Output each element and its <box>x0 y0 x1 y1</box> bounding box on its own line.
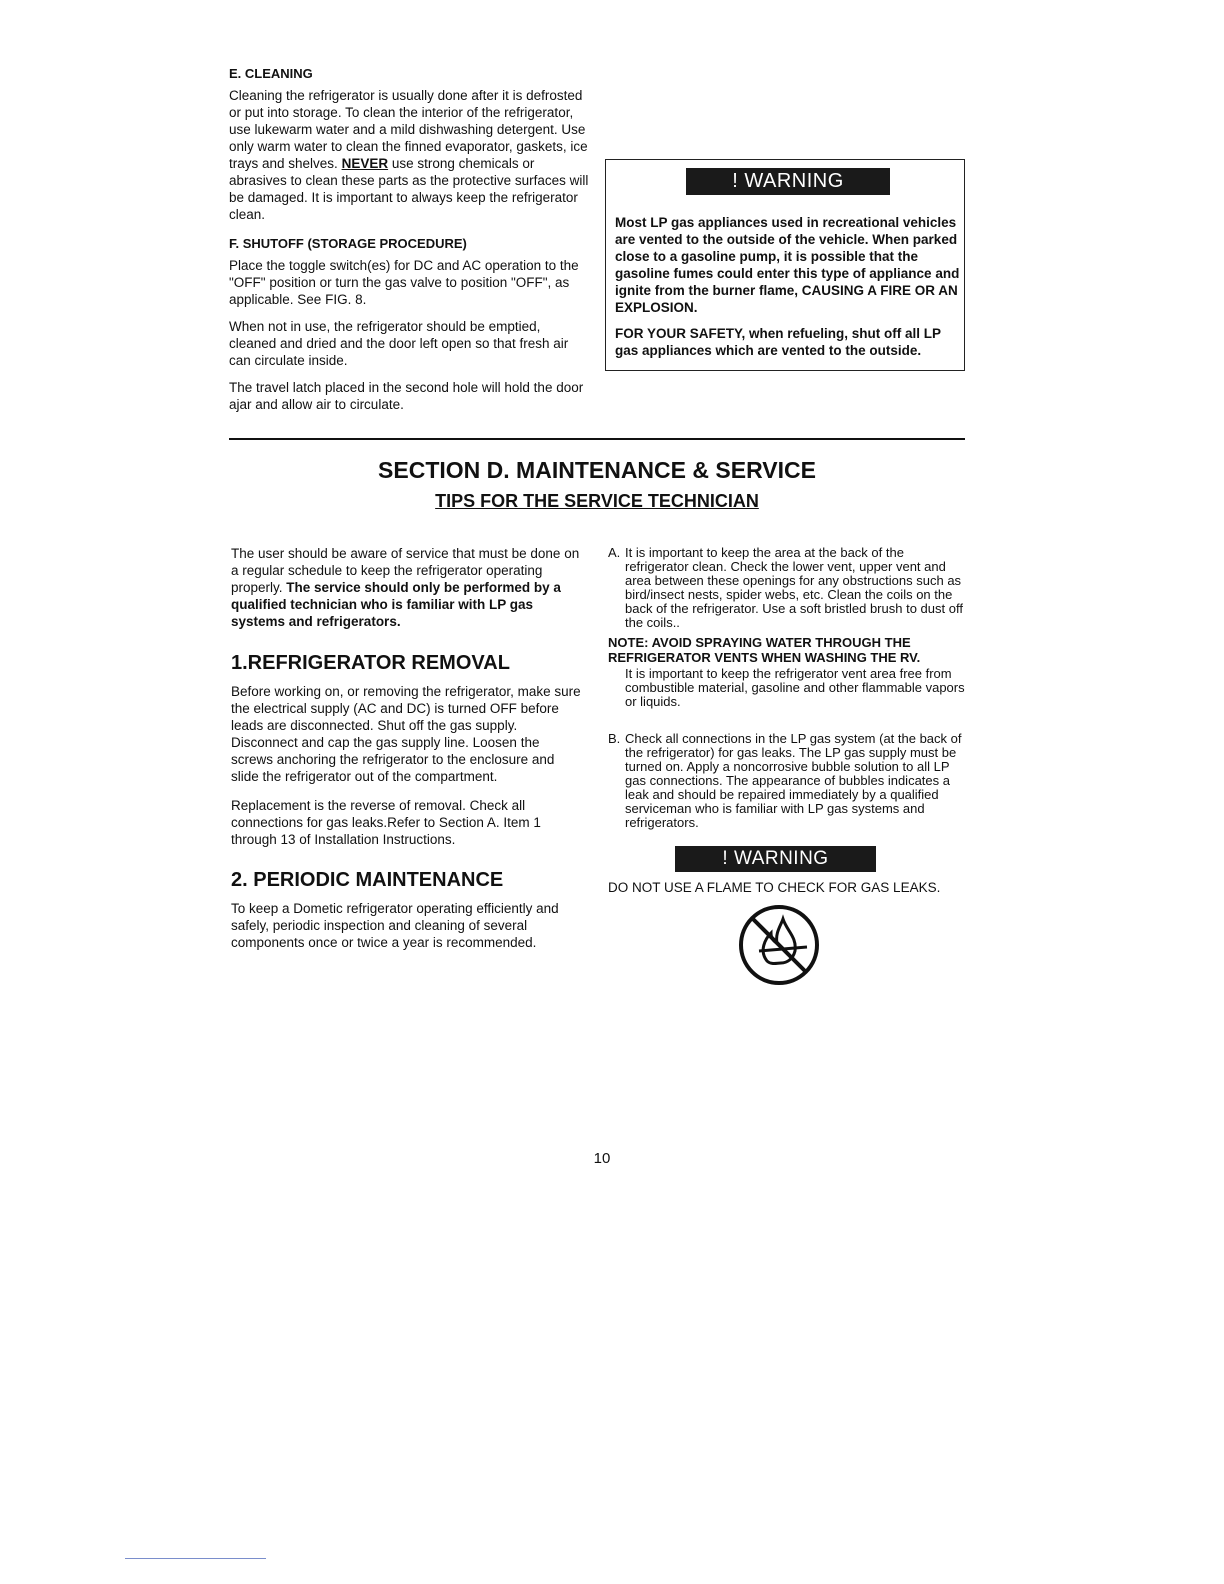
never-emphasis: NEVER <box>341 156 389 171</box>
shutoff-p1: Place the toggle switch(es) for DC and AC operation to the "OFF" position or turn the gas valve to position "OFF", as applicable. See FIG. 8. <box>229 258 579 307</box>
cleaning-text-part2: use strong chemicals or abrasives to clean these parts as the protective surfaces will be damaged. It is important to always keep the refrigerator clean. <box>229 156 589 222</box>
periodic-heading: 2. PERIODIC MAINTENANCE <box>231 869 504 891</box>
item-b-text: Check all connections in the LP gas system (at the back of the refrigerator) for gas leaks. The LP gas supply must be turned on. Apply a noncorrosive bubble solution to all LP gas connections. The appearance of bubbles indicates a leak and should be repaired immediately by a qualified serviceman who is familiar with LP gas systems and refrigerators. <box>625 731 962 830</box>
warning-label-2: ! WARNING <box>675 846 876 872</box>
item-b <box>608 732 970 830</box>
periodic-p1: To keep a Dometic refrigerator operating efficiently and safely, periodic inspection and cleaning of several components once or twice a year is recommended. <box>231 901 559 950</box>
item-a-after: It is important to keep the refrigerator vent area free from combustible material, gasoline and other flammable vapors or liquids. <box>625 666 965 709</box>
shutoff-p2: When not in use, the refrigerator should be emptied, cleaned and dried and the door left open so that fresh air can circulate inside. <box>229 319 569 368</box>
item-a <box>608 546 970 709</box>
section-subtitle: TIPS FOR THE SERVICE TECHNICIAN <box>435 491 759 511</box>
warning-2-text: DO NOT USE A FLAME TO CHECK FOR GAS LEAKS. <box>608 880 941 895</box>
warning-box <box>605 159 965 371</box>
cleaning-paragraph <box>229 87 591 223</box>
intro-paragraph <box>231 545 583 630</box>
item-a-text: It is important to keep the area at the back of the refrigerator clean. Check the lower vent, upper vent and area between these openings for any obstructions such as bird/insect nests, spider webs, etc. Clean the coils on the back of the refrigerator. Use a soft bristled brush to dust off the coils.. <box>625 545 963 630</box>
cleaning-section <box>229 66 591 223</box>
footer-line <box>125 1558 266 1559</box>
intro-bold-text: The service should only be performed by a qualified technician who is familiar with LP gas systems and refrigerators. <box>231 580 561 629</box>
shutoff-section <box>229 236 591 413</box>
shutoff-heading: F. SHUTOFF (STORAGE PROCEDURE) <box>229 236 467 251</box>
item-a-note: NOTE: AVOID SPRAYING WATER THROUGH THE REFRIGERATOR VENTS WHEN WASHING THE RV. <box>608 635 921 665</box>
item-b-label: B. <box>608 731 621 746</box>
removal-heading: 1.REFRIGERATOR REMOVAL <box>231 652 510 674</box>
intro-text: The user should be aware of service that must be done on a regular schedule to keep the refrigerator operating properly. <box>231 546 580 595</box>
warning-text-1: Most LP gas appliances used in recreational vehicles are vented to the outside of the vehicle. When parked close to a gasoline pump, it is possible that the gasoline fumes could enter this type of appliance and ignite from the burner flame, CAUSING A FIRE OR AN EXPLOSION. <box>615 215 960 315</box>
shutoff-p3: The travel latch placed in the second hole will hold the door ajar and allow air to circulate. <box>229 380 584 412</box>
cleaning-heading: E. CLEANING <box>229 66 313 81</box>
warning-label: ! WARNING <box>686 168 890 195</box>
warning-text-2: FOR YOUR SAFETY, when refueling, shut off all LP gas appliances which are vented to the outside. <box>615 326 941 358</box>
section-title: SECTION D. MAINTENANCE & SERVICE <box>378 457 816 483</box>
section-divider <box>229 438 965 440</box>
removal-p2: Replacement is the reverse of removal. Check all connections for gas leaks.Refer to Section A. Item 1 through 13 of Installation Instructions. <box>231 798 541 847</box>
page-number: 10 <box>593 1150 611 1167</box>
cleaning-text-part1: Cleaning the refrigerator is usually done after it is defrosted or put into storage. To clean the interior of the refrigerator, use lukewarm water and a mild dishwashing detergent. Use only warm water to clean the finned evaporator, gaskets, ice trays and shelves. <box>229 88 588 171</box>
item-a-label: A. <box>608 545 621 560</box>
no-flame-icon <box>737 903 821 987</box>
removal-p1: Before working on, or removing the refrigerator, make sure the electrical supply (AC and DC) is turned OFF before leads are disconnected. Shut off the gas supply. Disconnect and cap the gas supply line. Loosen the screws anchoring the refrigerator to the enclosure and slide the refrigerator out of the compartment. <box>231 684 581 784</box>
